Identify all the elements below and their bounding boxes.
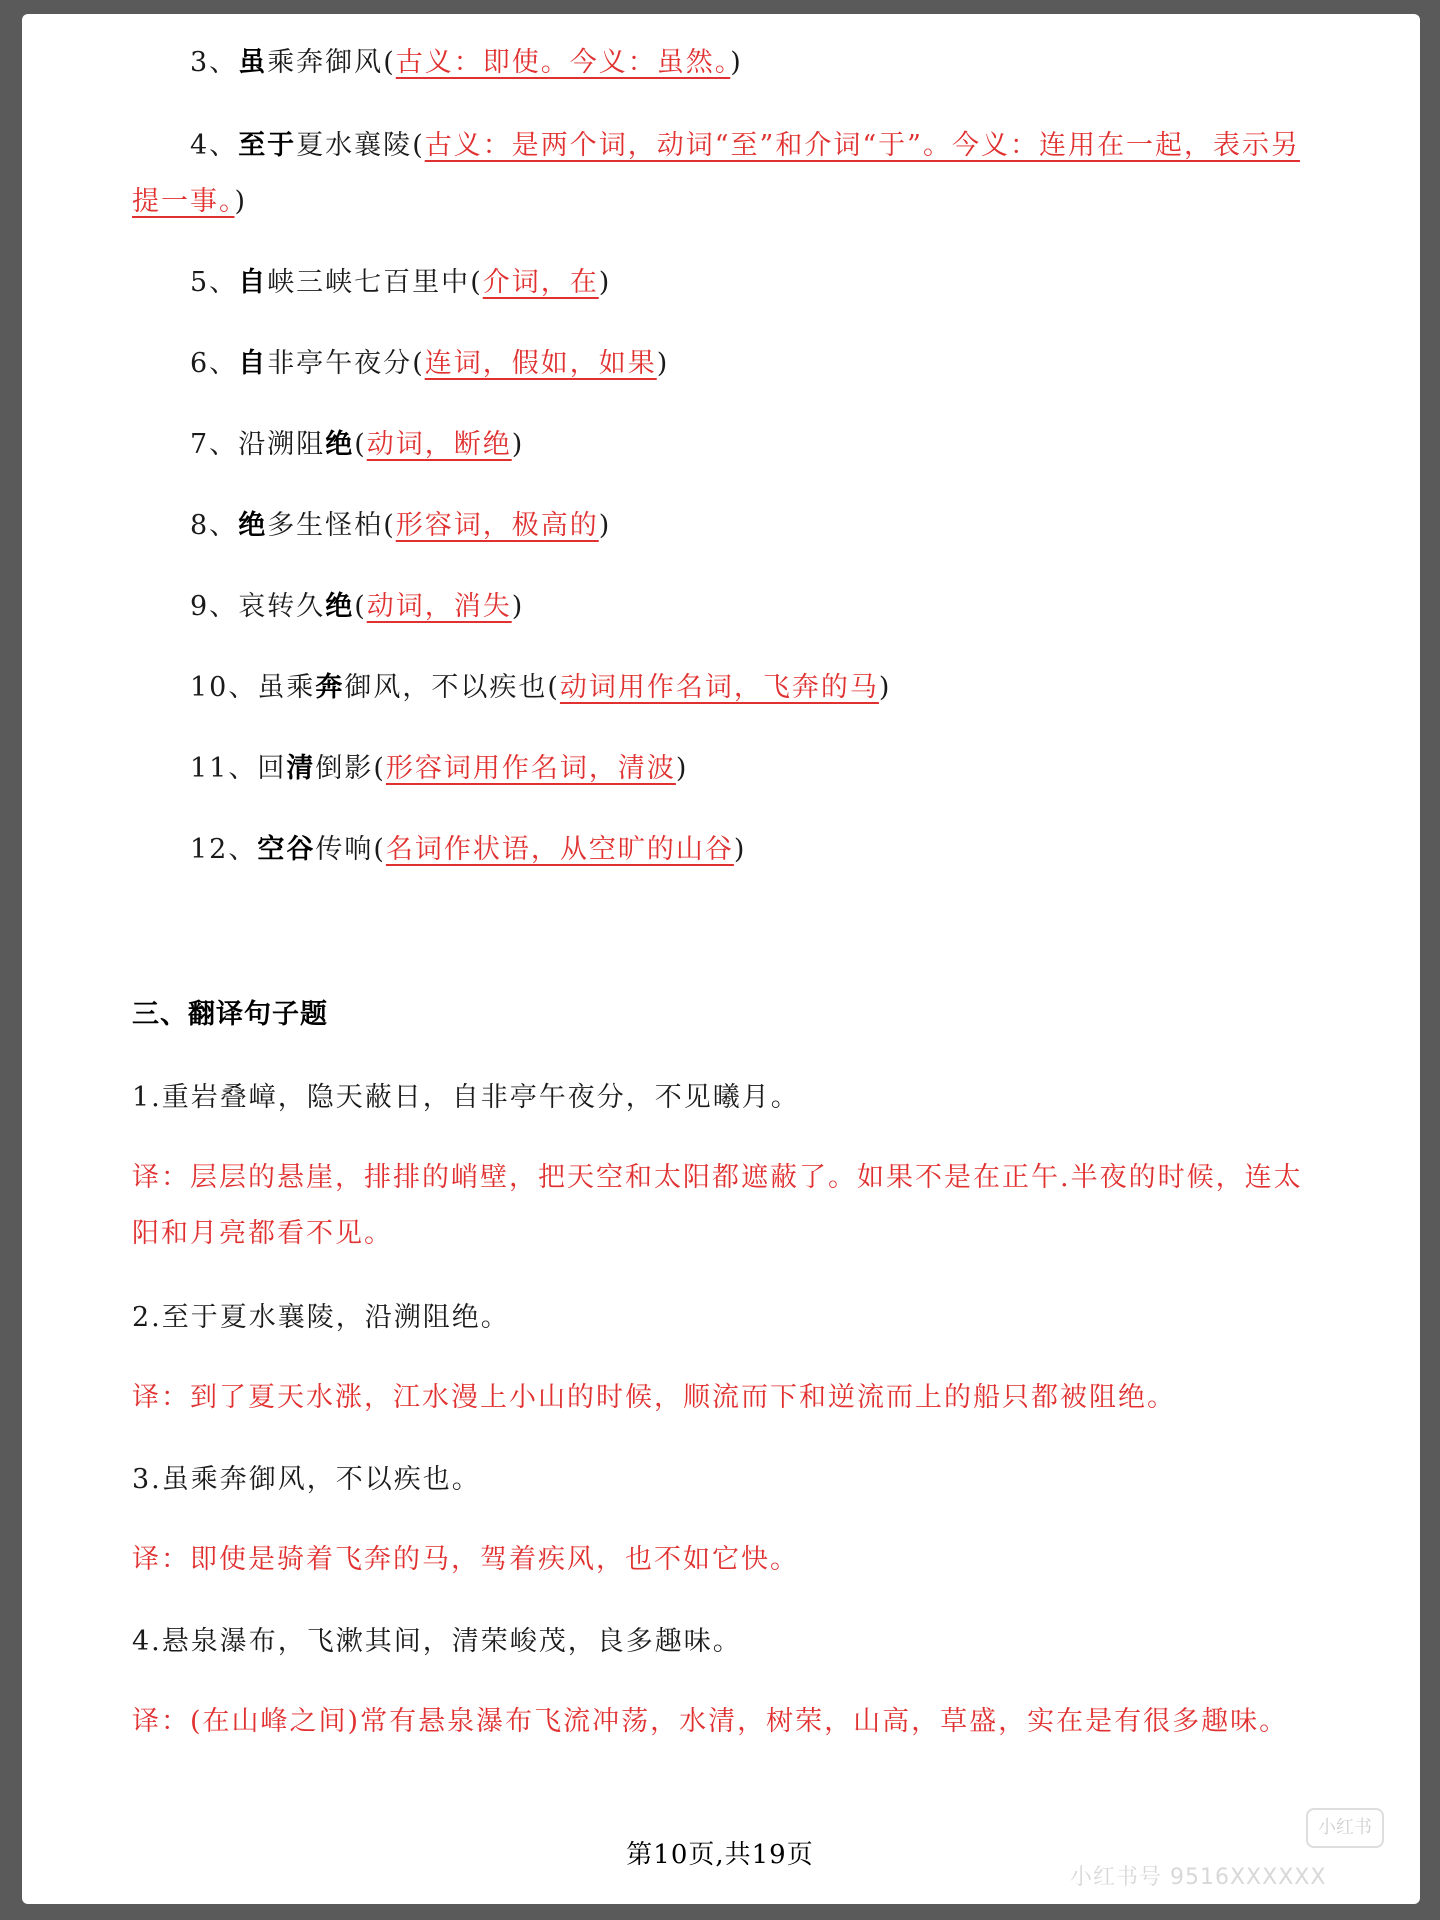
item-keyword: 奔: [315, 672, 345, 703]
item-text: 沿溯阻: [238, 429, 326, 460]
vocab-item: 5、自峡三峡七百里中(介词，在): [190, 267, 612, 298]
item-text: 峡三峡七百里中: [267, 267, 471, 298]
source-sentence: 4.悬泉瀑布，飞漱其间，清荣峻茂，良多趣味。: [132, 1626, 742, 1657]
item-number: 8、: [190, 510, 239, 541]
item-text: 夏水襄陵: [296, 130, 413, 161]
section-title: 三、翻译句子题: [132, 999, 328, 1030]
sentence-block: [132, 1070, 1312, 1262]
item-keyword: 自: [238, 348, 268, 379]
watermark-logo: 小红书: [1306, 1808, 1384, 1848]
item-number: 10、: [190, 672, 258, 703]
vocab-item: 6、自非亭午夜分(连词，假如，如果): [190, 348, 670, 379]
watermark-id: 小红书号 9516XXXXXX: [1070, 1865, 1327, 1890]
vocab-item: 9、哀转久绝(动词，消失): [190, 591, 525, 622]
item-annotation: 名词作状语，从空旷的山谷: [385, 834, 734, 865]
item-keyword: 绝: [238, 510, 268, 541]
item-text: 非亭午夜分: [267, 348, 413, 379]
item-text: 御风，不以疾也: [344, 672, 548, 703]
vocab-item: 7、沿溯阻绝(动词，断绝): [190, 429, 525, 460]
source-sentence: 2.至于夏水襄陵，沿溯阻绝。: [132, 1302, 510, 1333]
item-annotation: 连词，假如，如果: [424, 348, 657, 379]
sentence-block: [132, 1290, 1312, 1426]
translation-text: 译：到了夏天水涨，江水漫上小山的时候，顺流而下和逆流而上的船只都被阻绝。: [132, 1382, 1176, 1413]
translation-text: 译：层层的悬崖，排排的峭壁，把天空和太阳都遮蔽了。如果不是在正午.半夜的时候，连太阳和月亮都看不见。: [132, 1162, 1303, 1249]
item-keyword: 清: [286, 753, 316, 784]
item-keyword: 虽: [238, 47, 268, 78]
item-annotation: 古义：即使。今义：虽然。: [395, 47, 731, 78]
sentence-block: [132, 1614, 1312, 1750]
source-sentence: 3.虽乘奔御风，不以疾也。: [132, 1464, 481, 1495]
item-number: 11、: [190, 753, 258, 784]
item-text: 多生怪柏: [267, 510, 384, 541]
item-text: 虽乘: [257, 672, 316, 703]
item-number: 9、: [190, 591, 239, 622]
item-annotation: 古义：是两个词，动词“至”和介词“于”。今义：连用在一起，表示另提一事。: [132, 130, 1300, 217]
item-annotation: 动词，消失: [366, 591, 512, 622]
item-number: 12、: [190, 834, 258, 865]
vocab-item: 4、至于夏水襄陵(古义：是两个词，动词“至”和介词“于”。今义：连用在一起，表示另提一事。): [132, 130, 1300, 217]
item-number: 5、: [190, 267, 239, 298]
item-text: 回: [257, 753, 287, 784]
item-number: 4、: [190, 130, 239, 161]
translation-text: 译：(在山峰之间)常有悬泉瀑布飞流冲荡，水清，树荣，山高，草盛，实在是有很多趣味。: [132, 1706, 1289, 1737]
vocab-item: 12、空谷传响(名词作状语，从空旷的山谷): [190, 834, 747, 865]
item-keyword: 绝: [325, 591, 355, 622]
vocab-item: 11、回清倒影(形容词用作名词，清波): [190, 753, 689, 784]
item-annotation: 形容词用作名词，清波: [385, 753, 676, 784]
item-keyword: 自: [238, 267, 268, 298]
item-text: 乘奔御风: [267, 47, 384, 78]
page-footer: 第10页,共19页: [626, 1840, 814, 1870]
item-annotation: 介词，在: [482, 267, 599, 298]
vocab-item: 10、虽乘奔御风，不以疾也(动词用作名词，飞奔的马): [190, 672, 892, 703]
translation-text: 译：即使是骑着飞奔的马，驾着疾风，也不如它快。: [132, 1544, 799, 1575]
item-keyword: 空谷: [257, 834, 316, 865]
vocab-item: 3、虽乘奔御风(古义：即使。今义：虽然。): [190, 47, 743, 78]
item-number: 7、: [190, 429, 239, 460]
item-number: 6、: [190, 348, 239, 379]
sentence-block: [132, 1452, 1312, 1588]
item-number: 3、: [190, 47, 239, 78]
item-annotation: 形容词，极高的: [395, 510, 599, 541]
item-text: 传响: [315, 834, 374, 865]
source-sentence: 1.重岩叠嶂，隐天蔽日，自非亭午夜分，不见曦月。: [132, 1082, 800, 1113]
item-annotation: 动词用作名词，飞奔的马: [559, 672, 879, 703]
item-annotation: 动词，断绝: [366, 429, 512, 460]
item-text: 哀转久: [238, 591, 326, 622]
item-keyword: 至于: [238, 130, 297, 161]
vocab-item: 8、绝多生怪柏(形容词，极高的): [190, 510, 612, 541]
item-text: 倒影: [315, 753, 374, 784]
item-keyword: 绝: [325, 429, 355, 460]
